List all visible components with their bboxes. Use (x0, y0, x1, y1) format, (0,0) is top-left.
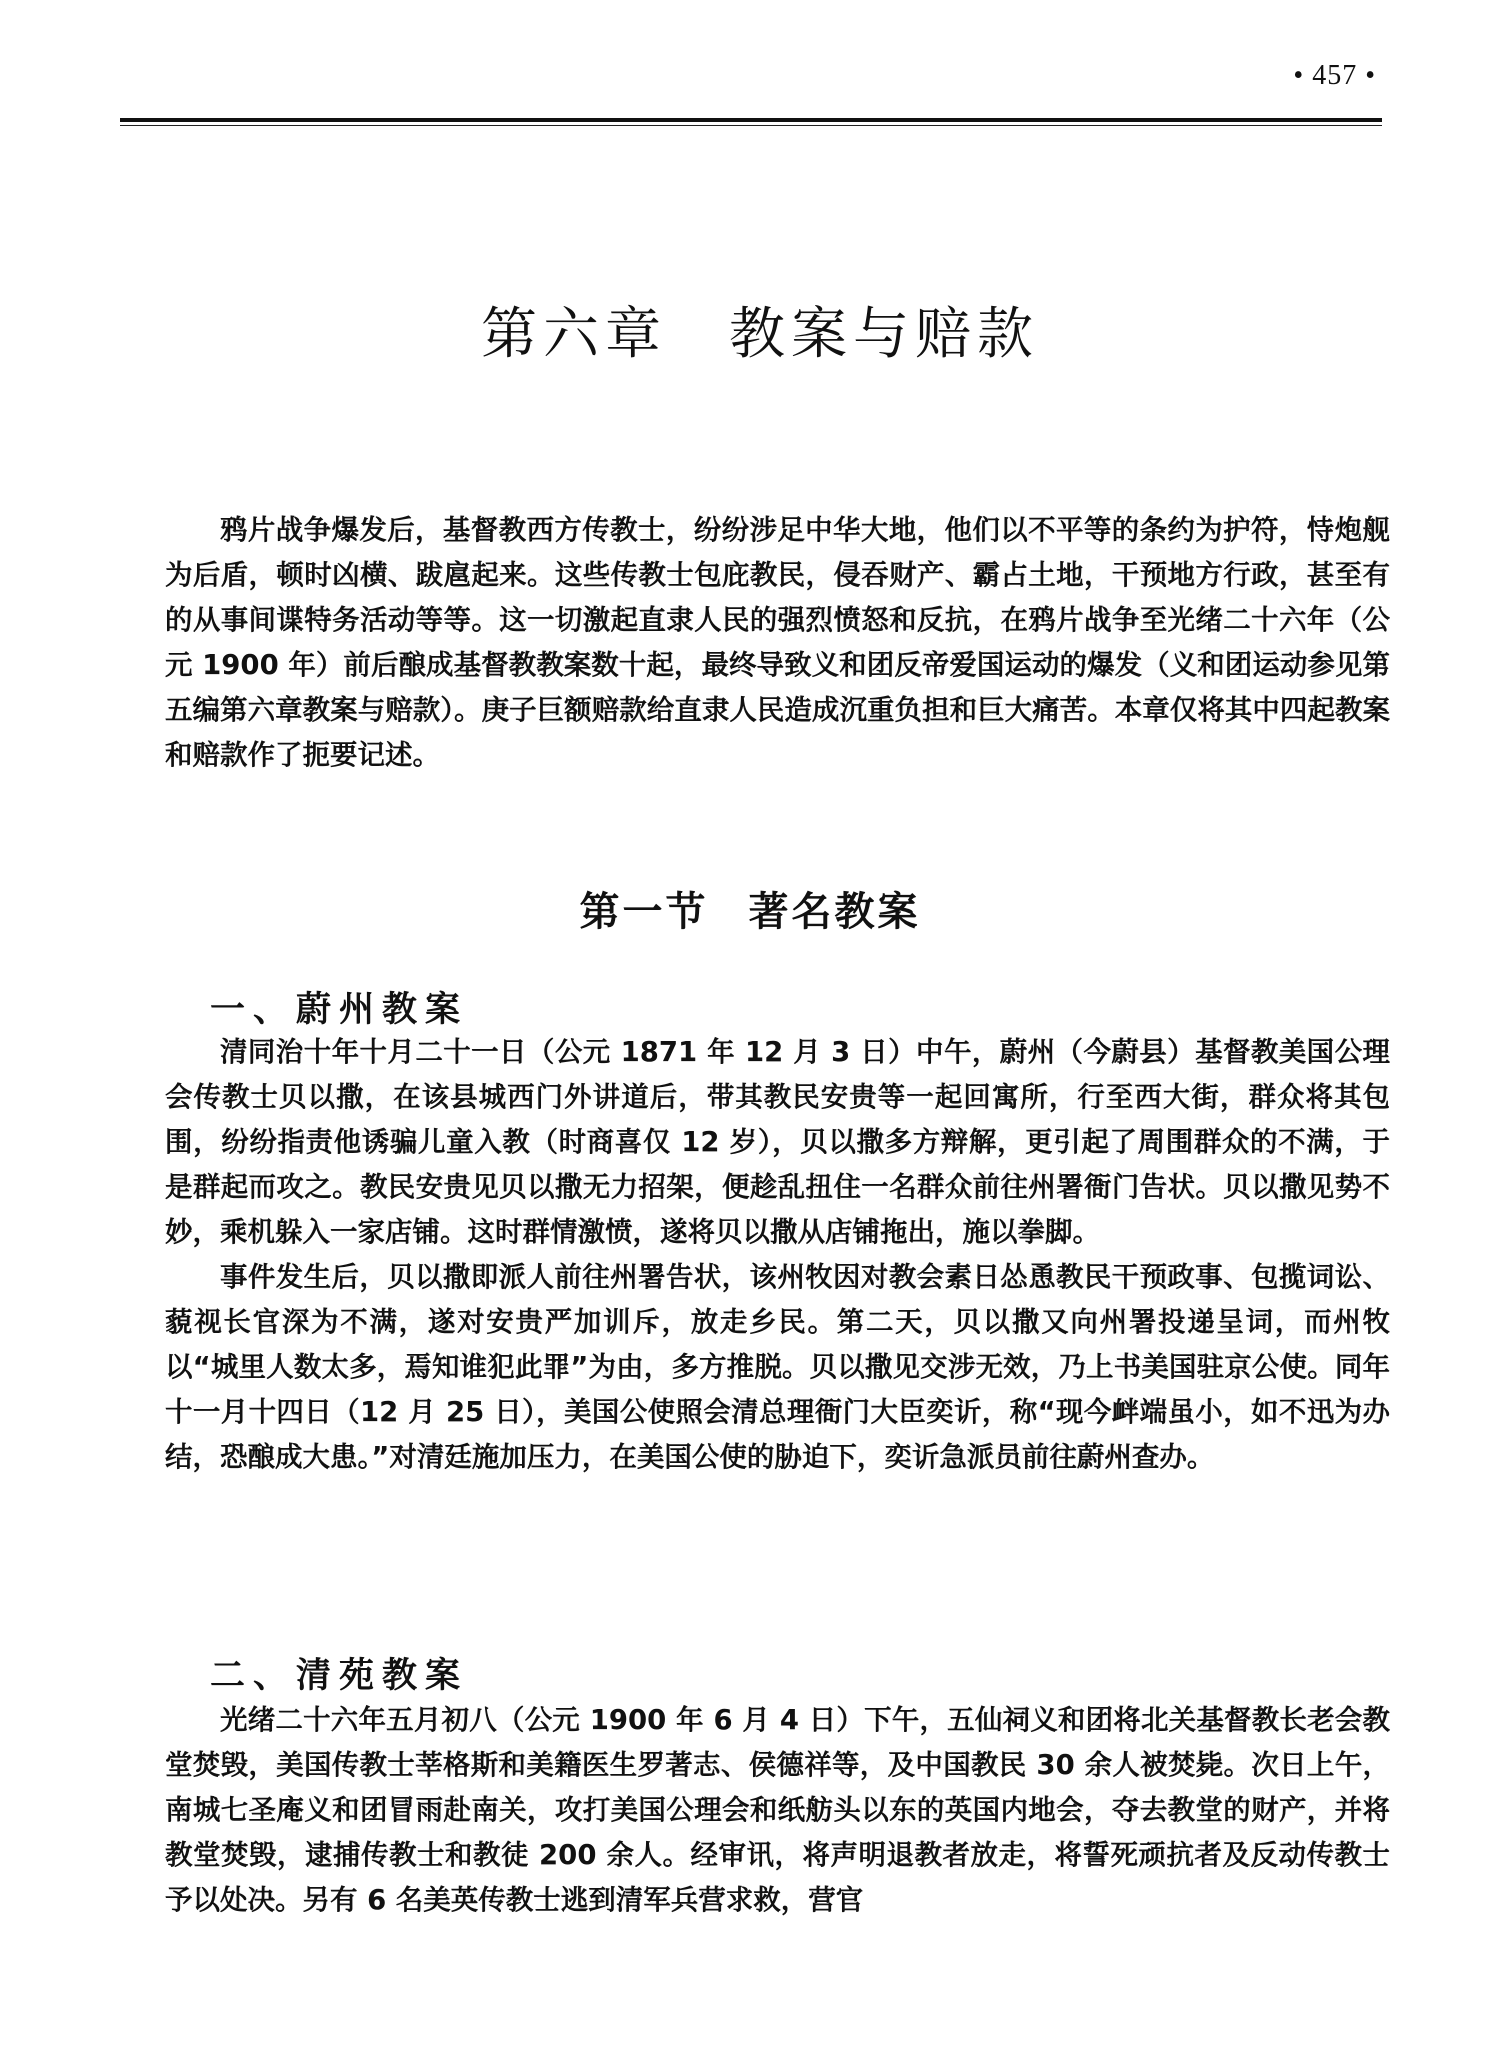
intro-section (165, 508, 1390, 778)
case-paragraph: 光绪二十六年五月初八（公元 1900 年 6 月 4 日）下午，五仙祠义和团将北关基督教长老会教堂焚毁，美国传教士莘格斯和美籍医生罗著志、侯德祥等，及中国教民 30 余人被焚毙。次日上午，南城七圣庵义和团冒雨赴南关，攻打美国公理会和纸舫头以东的英国内地会，夺去教堂的财产，并将教堂焚毁，逮捕传教士和教徒 200 余人。经审讯，将声明退教者放走，将誓死顽抗者及反动传教士予以处决。另有 6 名美英传教士逃到清军兵营求救，营官 (165, 1704, 1390, 1916)
case-body-yuzhou (165, 1030, 1390, 1480)
page-number: • 457 • (1293, 60, 1376, 91)
section-title (0, 880, 1500, 937)
section-number: 第一节 (579, 889, 709, 935)
case-heading-qingyuan: 二、清苑教案 (210, 1655, 469, 1696)
section-name: 著名教案 (748, 889, 921, 935)
header-rule (120, 118, 1382, 126)
chapter-title (0, 290, 1500, 370)
chapter-name: 教案与赔款 (729, 302, 1039, 367)
case-heading-yuzhou: 一、蔚州教案 (210, 989, 469, 1030)
chapter-number: 第六章 (481, 302, 667, 367)
intro-paragraph: 鸦片战争爆发后，基督教西方传教士，纷纷涉足中华大地，他们以不平等的条约为护符，恃炮舰为后盾，顿时凶横、跋扈起来。这些传教士包庇教民，侵吞财产、霸占土地，干预地方行政，甚至有的从事间谍特务活动等等。这一切激起直隶人民的强烈愤怒和反抗，在鸦片战争至光绪二十六年（公元 1900 年）前后酿成基督教教案数十起，最终导致义和团反帝爱国运动的爆发（义和团运动参见第五编第六章教案与赔款）。庚子巨额赔款给直隶人民造成沉重负担和巨大痛苦。本章仅将其中四起教案和赔款作了扼要记述。 (165, 514, 1390, 771)
case-paragraph: 清同治十年十月二十一日（公元 1871 年 12 月 3 日）中午，蔚州（今蔚县）基督教美国公理会传教士贝以撒，在该县城西门外讲道后，带其教民安贵等一起回寓所，行至西大街，群众将其包围，纷纷指责他诱骗儿童入教（时商喜仅 12 岁），贝以撒多方辩解，更引起了周围群众的不满，于是群起而攻之。教民安贵见贝以撒无力招架，便趁乱扭住一名群众前往州署衙门告状。贝以撒见势不妙，乘机躲入一家店铺。这时群情激愤，遂将贝以撒从店铺拖出，施以拳脚。 (165, 1036, 1390, 1248)
case-paragraph: 事件发生后，贝以撒即派人前往州署告状，该州牧因对教会素日怂恿教民干预政事、包揽词讼、藐视长官深为不满，遂对安贵严加训斥，放走乡民。第二天，贝以撒又向州署投递呈词，而州牧以“城里人数太多，焉知谁犯此罪”为由，多方推脱。贝以撒见交涉无效，乃上书美国驻京公使。同年十一月十四日（12 月 25 日），美国公使照会清总理衙门大臣奕䜣，称“现今衅端虽小，如不迅为办结，恐酿成大患。”对清廷施加压力，在美国公使的胁迫下，奕䜣急派员前往蔚州查办。 (165, 1261, 1390, 1473)
case-body-qingyuan (165, 1698, 1390, 1923)
